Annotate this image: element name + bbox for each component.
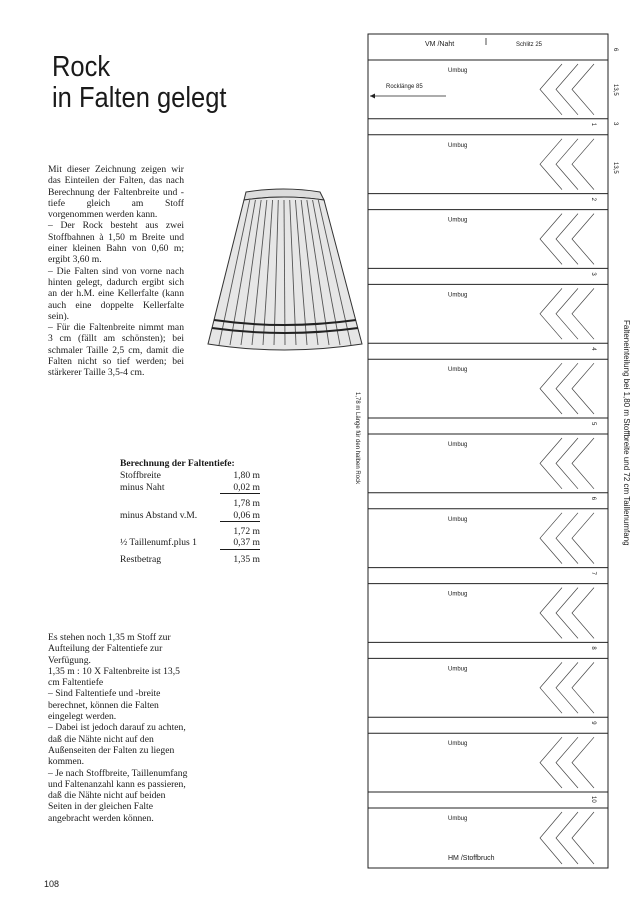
pleat-chevron: [556, 363, 578, 414]
top-label: VM /Naht: [425, 41, 455, 48]
page-title: [52, 52, 227, 114]
pleat-sections: [368, 64, 608, 864]
pleat-chevron: [540, 214, 562, 265]
fold-number: 5: [590, 422, 596, 426]
pleat-chevron: [572, 214, 594, 265]
pleat-layout-diagram: [340, 30, 640, 880]
pleat-chevron: [572, 662, 594, 713]
fold-number: 1: [590, 122, 596, 127]
pleat-chevron: [572, 363, 594, 414]
fold-label: Umbug: [448, 68, 468, 74]
intro-paragraph: – Für die Faltenbreite nimmt man 3 cm (fällt am schönsten); bei schmaler Taille 2,5 cm, damit die Falten nicht so tief werden; bei stärkerer Taille 3,5-4 cm.: [48, 322, 184, 379]
measure-13-5: 13,5: [612, 162, 618, 174]
fold-label: Umbug: [448, 217, 468, 224]
calc-value: 0,37 m: [220, 537, 260, 549]
page-number: 108: [44, 879, 60, 889]
fold-number: 6: [590, 496, 596, 501]
intro-paragraph: – Die Falten sind von vorne nach hinten gelegt, dadurch ergibt sich an der h.M. eine Kellerfalte (kann auch eine doppelte Kellerfalte sein).: [48, 265, 184, 322]
fold-number: 9: [590, 721, 596, 725]
fold-number: 4: [590, 347, 596, 351]
calc-label: Restbetrag: [120, 553, 162, 565]
fold-label: Umbug: [448, 442, 468, 448]
calc-label: minus Abstand v.M.: [120, 509, 198, 521]
fold-label: Umbug: [448, 666, 468, 673]
calc-row: [120, 482, 260, 494]
calc-label: ½ Taillenumf.plus 1: [120, 537, 197, 549]
pleat-chevron: [556, 513, 578, 564]
notes-paragraph: Es stehen noch 1,35 m Stoff zur Aufteilung der Faltentiefe zur Verfügung.: [48, 632, 171, 666]
calc-row: [120, 554, 260, 565]
pleat-chevron: [556, 438, 578, 489]
notes-text: [48, 632, 188, 824]
calc-value: 1,72 m: [233, 526, 260, 538]
pleat-chevron: [572, 288, 594, 339]
calc-label: minus Naht: [120, 481, 165, 493]
calc-row: [120, 498, 260, 509]
calc-row: [120, 526, 260, 537]
pleat-chevron: [556, 288, 578, 339]
calc-value: 1,78 m: [233, 498, 260, 510]
fold-label: Umbug: [448, 741, 468, 748]
right-vertical-label: Falteneinteilung bei 1,80 m Stoffbreite und 72 cm Taillenumfang: [622, 320, 631, 546]
calc-value: 1,35 m: [233, 553, 260, 565]
intro-paragraph: – Der Rock besteht aus zwei Stoffbahnen à 1,50 m Breite und einer kleinen Bahn von 0,60 m; ergibt 3,60 m.: [48, 220, 184, 266]
fold-label: Umbug: [448, 292, 468, 299]
calc-value: 1,80 m: [233, 470, 260, 482]
calc-label: Stoffbreite: [120, 470, 161, 482]
calculation-table: [120, 458, 260, 565]
fabric-outline: [368, 34, 608, 868]
skirt-length-label: Rocklänge 85: [386, 84, 423, 90]
calc-row: [120, 470, 260, 481]
pleat-chevron: [540, 812, 562, 864]
calc-value: 0,06 m: [220, 510, 260, 522]
notes-paragraph: – Dabei ist jedoch darauf zu achten, daß die Nähte nicht auf den Außenseiten der Falten zu liegen kommen.: [48, 722, 186, 768]
intro-paragraph: Mit dieser Zeichnung zeigen wir das Einteilen der Falten, das nach Berechnung der Faltenbreite und -tiefe gleich am Stoff vorgenommen werden kann.: [48, 164, 184, 221]
arrow-head-icon: [370, 94, 375, 99]
measure-13-5: 13,5: [612, 84, 618, 96]
pleat-chevron: [540, 288, 562, 339]
pleat-chevron: [556, 139, 578, 190]
fold-label: Umbug: [448, 516, 468, 523]
pleat-chevron: [540, 438, 562, 489]
fold-number: 10: [590, 796, 596, 803]
title-line-2: in Falten gelegt: [52, 82, 227, 114]
pleat-chevron: [556, 662, 578, 713]
calculation-heading: Berechnung der Faltentiefe:: [120, 458, 235, 469]
pleat-chevron: [572, 588, 594, 639]
intro-text: [48, 164, 184, 379]
pleat-chevron: [572, 64, 594, 115]
pleat-chevron: [556, 737, 578, 788]
fold-label: Umbug: [448, 142, 468, 149]
pleat-chevron: [572, 139, 594, 190]
pleat-chevron: [540, 737, 562, 788]
measure-6: 6: [612, 48, 618, 52]
pleat-chevron: [556, 588, 578, 639]
pleat-chevron: [540, 513, 562, 564]
calc-row: [120, 537, 260, 549]
pleat-chevron: [540, 139, 562, 190]
title-line-1: Rock: [52, 51, 111, 83]
pleat-chevron: [572, 438, 594, 489]
fold-number: 2: [590, 197, 596, 201]
fold-label: Umbug: [448, 367, 468, 374]
pleat-chevron: [572, 812, 594, 864]
left-vertical-label: 1,78 m Länge für den halben Rock: [354, 392, 360, 485]
pleat-chevron: [540, 588, 562, 639]
measure-3: 3: [612, 122, 618, 126]
pleat-chevron: [556, 64, 578, 115]
pleat-chevron: [572, 513, 594, 564]
calc-value: 0,02 m: [220, 482, 260, 494]
slit-label: Schlitz 25: [516, 42, 543, 48]
fold-number: 3: [590, 272, 596, 276]
notes-paragraph: – Je nach Stoffbreite, Taillenumfang und Faltenanzahl kann es passieren, daß die Nähte nicht auf beiden Seiten in der gleichen Falte angebracht werden können.: [48, 767, 188, 824]
pleat-chevron: [540, 64, 562, 115]
notes-paragraph: 1,35 m : 10 X Faltenbreite ist 13,5 cm Faltentiefe: [48, 665, 180, 689]
bottom-label: HM /Stoffbruch: [448, 855, 495, 862]
fold-number: 8: [590, 646, 596, 650]
fold-label: Umbug: [448, 591, 468, 598]
pleat-chevron: [540, 363, 562, 414]
fold-number: 7: [590, 571, 596, 575]
pleat-chevron: [556, 812, 578, 864]
pleat-chevron: [572, 737, 594, 788]
fold-label: Umbug: [448, 816, 468, 822]
pleat-chevron: [540, 662, 562, 713]
pleat-chevron: [556, 214, 578, 265]
calc-row: [120, 510, 260, 522]
notes-paragraph: – Sind Faltentiefe und -breite berechnet, können die Falten eingelegt werden.: [48, 688, 161, 723]
